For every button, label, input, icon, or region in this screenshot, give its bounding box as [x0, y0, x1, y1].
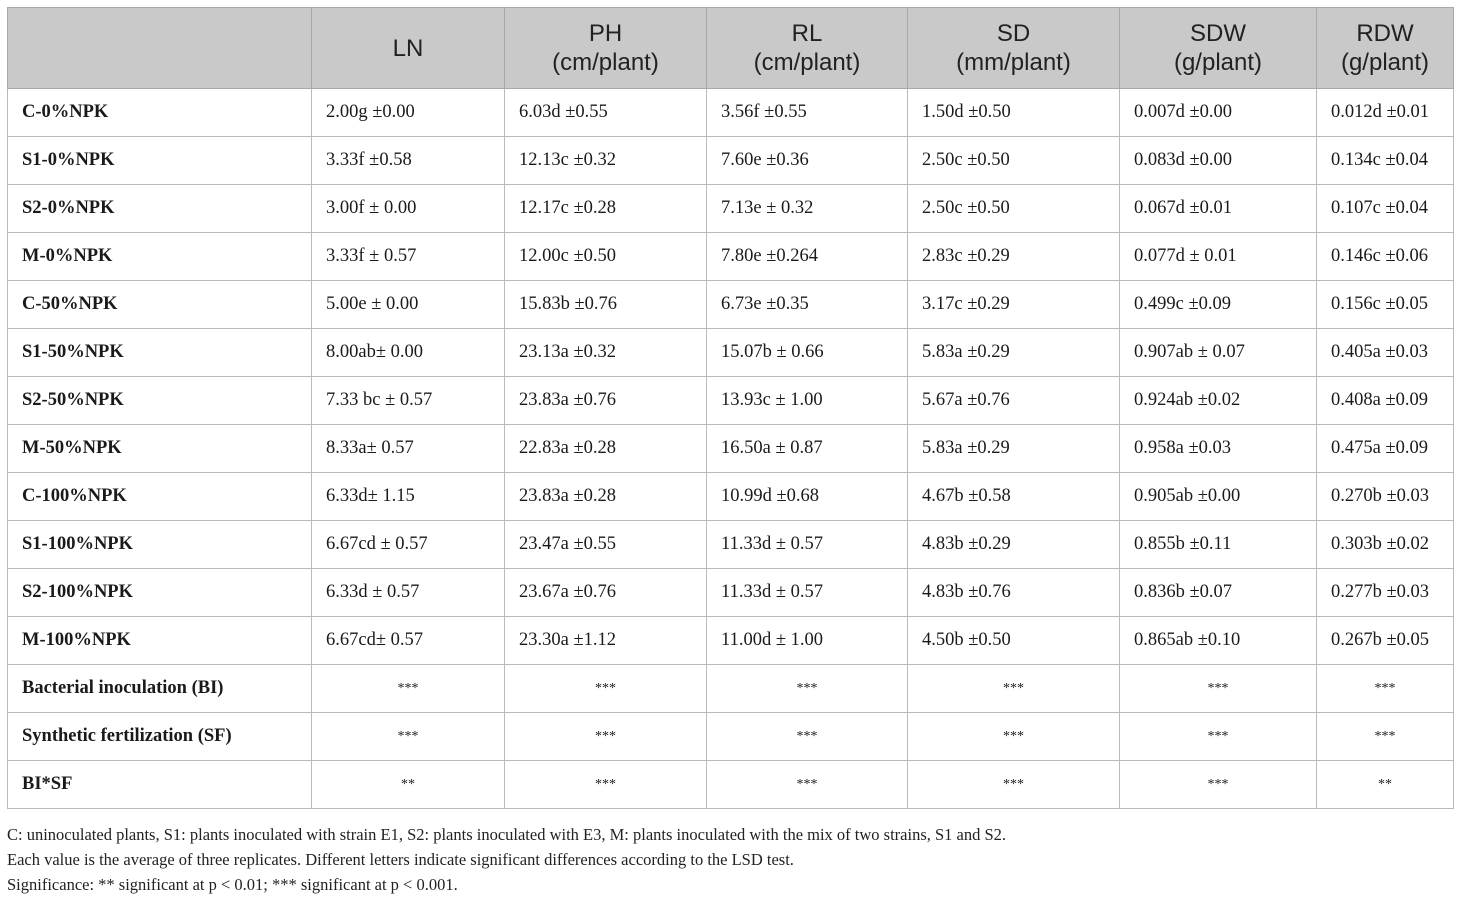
- row-label: S2-50%NPK: [8, 377, 312, 425]
- results-table: [7, 7, 1454, 809]
- significance-cell: ***: [505, 761, 707, 809]
- significance-row: [8, 713, 1454, 761]
- table-cell: 7.13e ± 0.32: [707, 185, 908, 233]
- table-cell: 2.00g ±0.00: [312, 89, 505, 137]
- table-cell: 0.156c ±0.05: [1317, 281, 1454, 329]
- table-cell: 5.67a ±0.76: [908, 377, 1120, 425]
- header-unit: (g/plant): [1173, 49, 1263, 76]
- header-cell-ln: [312, 8, 505, 89]
- table-cell: 7.80e ±0.264: [707, 233, 908, 281]
- significance-cell: ***: [1317, 713, 1454, 761]
- significance-row: [8, 761, 1454, 809]
- header-unit: (g/plant): [1340, 49, 1430, 76]
- significance-cell: **: [312, 761, 505, 809]
- significance-cell: ***: [312, 665, 505, 713]
- table-cell: 8.00ab± 0.00: [312, 329, 505, 377]
- table-cell: 0.067d ±0.01: [1120, 185, 1317, 233]
- significance-cell: ***: [1317, 665, 1454, 713]
- table-cell: 10.99d ±0.68: [707, 473, 908, 521]
- table-cell: 4.83b ±0.76: [908, 569, 1120, 617]
- table-cell: 0.855b ±0.11: [1120, 521, 1317, 569]
- table-cell: 0.146c ±0.06: [1317, 233, 1454, 281]
- table-cell: 16.50a ± 0.87: [707, 425, 908, 473]
- table-cell: 6.67cd± 0.57: [312, 617, 505, 665]
- table-cell: 0.836b ±0.07: [1120, 569, 1317, 617]
- footnote-line: C: uninoculated plants, S1: plants inoculated with strain E1, S2: plants inoculated with E3, M: plants inoculated with the mix of two strains, S1 and S2.: [7, 825, 1007, 844]
- table-cell: 23.67a ±0.76: [505, 569, 707, 617]
- table-row: [8, 329, 1454, 377]
- significance-cell: ***: [908, 761, 1120, 809]
- table-cell: 0.924ab ±0.02: [1120, 377, 1317, 425]
- table-cell: 0.083d ±0.00: [1120, 137, 1317, 185]
- significance-row: [8, 665, 1454, 713]
- row-label: M-50%NPK: [8, 425, 312, 473]
- table-cell: 4.50b ±0.50: [908, 617, 1120, 665]
- row-label: S2-0%NPK: [8, 185, 312, 233]
- table-row: [8, 617, 1454, 665]
- table-cell: 0.012d ±0.01: [1317, 89, 1454, 137]
- table-cell: 23.47a ±0.55: [505, 521, 707, 569]
- row-label: C-100%NPK: [8, 473, 312, 521]
- table-cell: 5.00e ± 0.00: [312, 281, 505, 329]
- row-label: M-0%NPK: [8, 233, 312, 281]
- table-cell: 0.303b ±0.02: [1317, 521, 1454, 569]
- table-cell: 4.67b ±0.58: [908, 473, 1120, 521]
- table-cell: 2.83c ±0.29: [908, 233, 1120, 281]
- row-label: S1-50%NPK: [8, 329, 312, 377]
- header-label: SDW: [1190, 20, 1246, 47]
- header-label: RDW: [1356, 20, 1414, 47]
- header-row: [8, 8, 1454, 89]
- header-cell-treatment: [8, 8, 312, 89]
- table-cell: 6.67cd ± 0.57: [312, 521, 505, 569]
- table-cell: 7.33 bc ± 0.57: [312, 377, 505, 425]
- row-label: S1-100%NPK: [8, 521, 312, 569]
- table-cell: 0.408a ±0.09: [1317, 377, 1454, 425]
- footnote-line: Significance: ** significant at p < 0.01; *** significant at p < 0.001.: [7, 875, 458, 894]
- table-cell: 6.33d± 1.15: [312, 473, 505, 521]
- table-row: [8, 425, 1454, 473]
- table-cell: 0.134c ±0.04: [1317, 137, 1454, 185]
- row-label: BI*SF: [8, 761, 312, 809]
- row-label: Synthetic fertilization (SF): [8, 713, 312, 761]
- table-row: [8, 473, 1454, 521]
- table-cell: 6.73e ±0.35: [707, 281, 908, 329]
- table-row: [8, 569, 1454, 617]
- table-cell: 23.30a ±1.12: [505, 617, 707, 665]
- table-cell: 0.007d ±0.00: [1120, 89, 1317, 137]
- table-cell: 12.13c ±0.32: [505, 137, 707, 185]
- table-cell: 3.56f ±0.55: [707, 89, 908, 137]
- significance-cell: ***: [707, 761, 908, 809]
- row-label: M-100%NPK: [8, 617, 312, 665]
- significance-cell: ***: [1120, 713, 1317, 761]
- header-cell-ph: [505, 8, 707, 89]
- table-cell: 5.83a ±0.29: [908, 425, 1120, 473]
- significance-cell: ***: [707, 713, 908, 761]
- table-cell: 12.17c ±0.28: [505, 185, 707, 233]
- table-row: [8, 89, 1454, 137]
- table-cell: 0.277b ±0.03: [1317, 569, 1454, 617]
- table-cell: 0.270b ±0.03: [1317, 473, 1454, 521]
- table-cell: 11.33d ± 0.57: [707, 521, 908, 569]
- table-cell: 0.107c ±0.04: [1317, 185, 1454, 233]
- table-cell: 4.83b ±0.29: [908, 521, 1120, 569]
- table-cell: 12.00c ±0.50: [505, 233, 707, 281]
- table-cell: 3.17c ±0.29: [908, 281, 1120, 329]
- table-cell: 0.405a ±0.03: [1317, 329, 1454, 377]
- table-cell: 3.00f ± 0.00: [312, 185, 505, 233]
- table-cell: 0.475a ±0.09: [1317, 425, 1454, 473]
- table-cell: 0.499c ±0.09: [1120, 281, 1317, 329]
- table-cell: 11.33d ± 0.57: [707, 569, 908, 617]
- table-cell: 2.50c ±0.50: [908, 137, 1120, 185]
- significance-cell: ***: [505, 665, 707, 713]
- table-row: [8, 185, 1454, 233]
- header-label: RL: [791, 20, 823, 47]
- table-cell: 1.50d ±0.50: [908, 89, 1120, 137]
- significance-cell: ***: [908, 665, 1120, 713]
- table-cell: 3.33f ± 0.57: [312, 233, 505, 281]
- header-unit: (mm/plant): [956, 49, 1071, 76]
- footnote-line: Each value is the average of three replicates. Different letters indicate significant differences according to the LSD test.: [7, 850, 794, 869]
- row-label: S2-100%NPK: [8, 569, 312, 617]
- header-label: SD: [996, 20, 1031, 47]
- header-cell-rdw: [1317, 8, 1454, 89]
- header-cell-sdw: [1120, 8, 1317, 89]
- table-body: [8, 89, 1454, 809]
- significance-cell: ***: [908, 713, 1120, 761]
- table-row: [8, 137, 1454, 185]
- significance-cell: ***: [312, 713, 505, 761]
- table-row: [8, 233, 1454, 281]
- table-cell: 6.03d ±0.55: [505, 89, 707, 137]
- significance-cell: ***: [1120, 761, 1317, 809]
- header-cell-rl: [707, 8, 908, 89]
- significance-cell: ***: [707, 665, 908, 713]
- table-cell: 23.13a ±0.32: [505, 329, 707, 377]
- row-label: C-0%NPK: [8, 89, 312, 137]
- table-cell: 5.83a ±0.29: [908, 329, 1120, 377]
- table-row: [8, 521, 1454, 569]
- table-cell: 0.077d ± 0.01: [1120, 233, 1317, 281]
- table-cell: 15.07b ± 0.66: [707, 329, 908, 377]
- significance-cell: **: [1317, 761, 1454, 809]
- header-unit: (cm/plant): [552, 49, 659, 76]
- table-row: [8, 377, 1454, 425]
- table-cell: 13.93c ± 1.00: [707, 377, 908, 425]
- row-label: C-50%NPK: [8, 281, 312, 329]
- table-cell: 0.958a ±0.03: [1120, 425, 1317, 473]
- table-cell: 8.33a± 0.57: [312, 425, 505, 473]
- table-cell: 0.267b ±0.05: [1317, 617, 1454, 665]
- significance-cell: ***: [1120, 665, 1317, 713]
- table-cell: 0.865ab ±0.10: [1120, 617, 1317, 665]
- table-cell: 0.905ab ±0.00: [1120, 473, 1317, 521]
- table-row: [8, 281, 1454, 329]
- table-cell: 23.83a ±0.76: [505, 377, 707, 425]
- header-unit: (cm/plant): [753, 49, 861, 76]
- header-label: LN: [392, 34, 424, 62]
- table-cell: 23.83a ±0.28: [505, 473, 707, 521]
- row-label: Bacterial inoculation (BI): [8, 665, 312, 713]
- significance-cell: ***: [505, 713, 707, 761]
- header-label: PH: [588, 20, 623, 47]
- row-label: S1-0%NPK: [8, 137, 312, 185]
- table-footnotes: [7, 822, 1447, 897]
- header-cell-sd: [908, 8, 1120, 89]
- table-cell: 3.33f ±0.58: [312, 137, 505, 185]
- table-cell: 15.83b ±0.76: [505, 281, 707, 329]
- results-table-container: [7, 7, 1453, 809]
- table-cell: 7.60e ±0.36: [707, 137, 908, 185]
- table-cell: 11.00d ± 1.00: [707, 617, 908, 665]
- table-cell: 0.907ab ± 0.07: [1120, 329, 1317, 377]
- table-cell: 6.33d ± 0.57: [312, 569, 505, 617]
- table-cell: 22.83a ±0.28: [505, 425, 707, 473]
- table-cell: 2.50c ±0.50: [908, 185, 1120, 233]
